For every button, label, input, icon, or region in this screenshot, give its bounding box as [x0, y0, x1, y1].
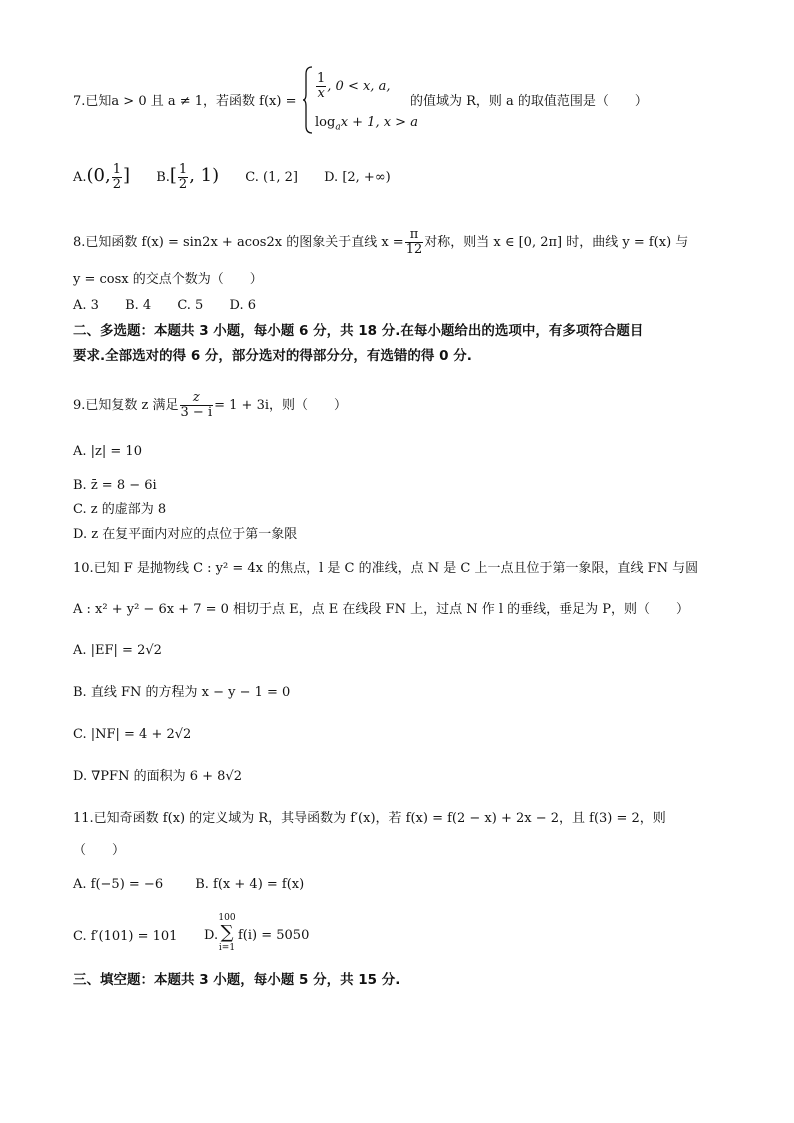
q11-option-a: A. f(−5) = −6 — [73, 877, 164, 892]
q7-stem — [73, 93, 296, 111]
q10-option-b: B. 直线 FN 的方程为 x − y − 1 = 0 — [73, 685, 291, 700]
q7-piece1-fraction — [316, 72, 326, 101]
q8-line1-post: 对称，则当 x ∈ [0, 2π] 时，曲线 y = f(x) 与 — [424, 235, 689, 250]
q7-prefix: 7.已知 — [73, 94, 112, 109]
q9-fraction — [180, 391, 214, 420]
q7-piece2-base: a — [335, 122, 341, 133]
q9-post: = 1 + 3i，则（ ） — [214, 398, 348, 413]
q8-options — [73, 297, 278, 315]
q8-option-a: A. 3 — [73, 298, 99, 313]
q11-line2: （ ） — [73, 843, 126, 858]
q8-pi-den: 12 — [405, 242, 423, 257]
q9-option-d: D. z 在复平面内对应的点位于第一象限 — [73, 527, 298, 542]
q7-suffix: 的值域为 R，则 a 的取值范围是（ ） — [410, 94, 648, 109]
q7-options — [73, 163, 413, 192]
q11-option-c: C. f′(101) = 101 — [73, 929, 178, 944]
q7-option-b-den: 2 — [178, 177, 188, 192]
q7-condition: a > 0 且 a ≠ 1，若函数 f(x) = — [111, 94, 297, 109]
q7-option-a-close: ] — [123, 165, 131, 186]
q11-option-d-rest: f(i) = 5050 — [238, 928, 310, 943]
q11-option-d-sum — [218, 913, 236, 953]
q8-line2: y = cosx 的交点个数为（ ） — [73, 272, 263, 287]
q7-piece2-rest: x + 1, x > a — [340, 115, 418, 130]
q10-line2: A : x² + y² − 6x + 7 = 0 相切于点 E，点 E 在线段 FN 上，过点 N 作 l 的垂线，垂足为 P，则（ ） — [73, 602, 690, 617]
q7-option-b-label: B. — [156, 170, 170, 185]
q11-line1: 11.已知奇函数 f(x) 的定义域为 R，其导函数为 f′(x)，若 f(x) = f(2 − x) + 2x − 2，且 f(3) = 2，则 — [73, 811, 666, 826]
q10-option-c: C. |NF| = 4 + 2√2 — [73, 727, 192, 742]
q7-option-a-open: (0, — [86, 165, 111, 186]
q9-option-b: B. z̄ = 8 − 6i — [73, 478, 157, 493]
q7-option-a-den: 2 — [112, 177, 122, 192]
q8-pi-fraction — [405, 228, 424, 257]
q11-option-b: B. f(x + 4) = f(x) — [195, 877, 305, 892]
q7-piecewise-brace — [303, 66, 313, 134]
q8-line1-pre: 8.已知函数 f(x) = sin2x + acos2x 的图象关于直线 x = — [73, 235, 404, 250]
q7-option-a — [73, 162, 131, 192]
section2-heading-line1: 二、多选题：本题共 3 小题，每小题 6 分，共 18 分.在每小题给出的选项中，有多项符合题目 — [73, 323, 644, 339]
q7-option-b-open: [ — [169, 165, 177, 186]
q11-option-d-upper: 100 — [218, 913, 236, 923]
q9-option-a: A. |z| = 10 — [73, 444, 142, 459]
q7-option-b-close: , 1) — [189, 165, 220, 186]
q10-option-d: D. ∇PFN 的面积为 6 + 8√2 — [73, 769, 242, 784]
q9-pre: 9.已知复数 z 满足 — [73, 398, 179, 413]
q8-pi-num: π — [405, 228, 424, 243]
q7-option-b-num: 1 — [178, 162, 188, 177]
q7-option-b — [156, 162, 220, 192]
q7-piece1-den: x — [317, 86, 325, 101]
q7-option-b-fraction — [178, 163, 188, 192]
q7-piece2 — [315, 114, 418, 137]
q11-options-ab — [73, 876, 304, 894]
q7-piece2-log: log — [315, 115, 336, 130]
section2-heading-line2: 要求.全部选对的得 6 分，部分选对的得部分分，有选错的得 0 分. — [73, 348, 472, 364]
q9-den: 3 − i — [180, 405, 213, 420]
q9-option-c: C. z 的虚部为 8 — [73, 502, 167, 517]
q7-option-c: C. (1, 2] — [245, 170, 298, 185]
q11-option-d-label: D. — [204, 928, 219, 943]
q10-option-a: A. |EF| = 2√2 — [73, 643, 162, 658]
q7-option-a-fraction — [112, 163, 122, 192]
q11-option-d-lower: i=1 — [218, 943, 236, 953]
q9-stem — [73, 391, 347, 420]
q7-option-a-num: 1 — [112, 162, 122, 177]
section3-heading: 三、填空题：本题共 3 小题，每小题 5 分，共 15 分. — [73, 972, 401, 988]
q10-line1: 10.已知 F 是抛物线 C : y² = 4x 的焦点，l 是 C 的准线，点 N 是 C 上一点且位于第一象限，直线 FN 与圆 — [73, 561, 699, 576]
q8-option-c: C. 5 — [177, 298, 204, 313]
q7-piece1-num: 1 — [317, 71, 326, 86]
q8-option-d: D. 6 — [229, 298, 256, 313]
q7-piece1 — [315, 72, 390, 101]
q7-piece1-cond: , 0 < x, a, — [327, 79, 391, 94]
q7-option-a-label: A. — [73, 170, 87, 185]
q7-option-d: D. [2, +∞) — [324, 170, 391, 185]
q8-line1 — [73, 228, 688, 257]
q9-num: z — [180, 391, 214, 406]
q8-option-b: B. 4 — [125, 298, 152, 313]
q11-option-d-sigma: ∑ — [220, 922, 234, 943]
